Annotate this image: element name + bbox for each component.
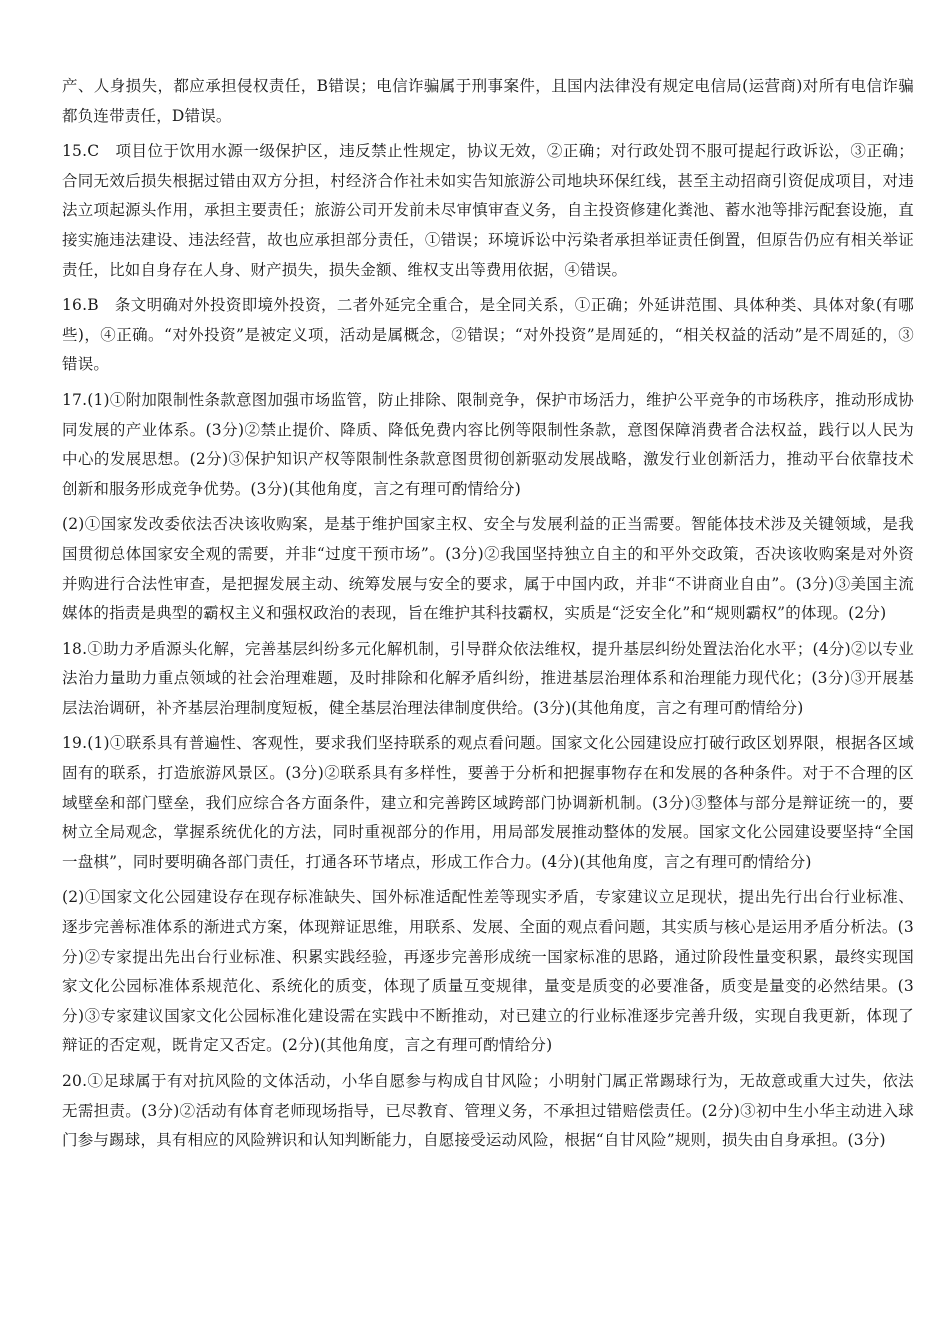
answer-20: 20.①足球属于有对抗风险的文体活动，小华自愿参与构成自甘风险；小明射门属正常踢球行为，无故意或重大过失，依法无需担责。(3分)②活动有体育老师现场指导，已尽教育、管理义务，不承担过错赔偿责任。(2分)③初中生小华主动进入球门参与踢球，具有相应的风险辨识和认知判断能力，自愿接受运动风险，根据“自甘风险”规则，损失由自身承担。(3分) <box>62 1072 914 1150</box>
answer-16: 16.B 条文明确对外投资即境外投资，二者外延完全重合，是全同关系，①正确；外延讲范围、具体种类、具体对象(有哪些)，④正确。“对外投资”是被定义项，活动是属概念，②错误；“对外投资”是周延的，“相关权益的活动”是不周延的，③错误。 <box>62 296 914 374</box>
continued-answer-14: 产、人身损失，都应承担侵权责任，B错误；电信诈骗属于刑事案件，且国内法律没有规定电信局(运营商)对所有电信诈骗都负连带责任，D错误。 <box>62 77 914 125</box>
answer-19-part-1: 19.(1)①联系具有普遍性、客观性，要求我们坚持联系的观点看问题。国家文化公园建设应打破行政区划界限，根据各区域固有的联系，打造旅游风景区。(3分)②联系具有多样性，要善于分析和把握事物存在和发展的各种条件。对于不合理的区域壁垒和部门壁垒，我们应综合各方面条件，建立和完善跨区域跨部门协调新机制。(3分)③整体与部分是辩证统一的，要树立全局观念，掌握系统优化的方法，同时重视部分的作用，用局部发展推动整体的发展。国家文化公园建设要坚持“全国一盘棋”，同时要明确各部门责任，打通各环节堵点，形成工作合力。(4分)(其他角度，言之有理可酌情给分) <box>62 734 914 871</box>
answer-18: 18.①助力矛盾源头化解，完善基层纠纷多元化解机制，引导群众依法维权，提升基层纠纷处置法治化水平；(4分)②以专业法治力量助力重点领域的社会治理难题，及时排除和化解矛盾纠纷，推进基层治理体系和治理能力现代化；(3分)③开展基层法治调研，补齐基层治理制度短板，健全基层治理法律制度供给。(3分)(其他角度，言之有理可酌情给分) <box>62 639 914 717</box>
answer-17-part-2: (2)①国家发改委依法否决该收购案，是基于维护国家主权、安全与发展利益的正当需要。智能体技术涉及关键领域，是我国贯彻总体国家安全观的需要，并非“过度干预市场”。(3分)②我国坚持独立自主的和平外交政策，否决该收购案是对外资并购进行合法性审查，是把握发展主动、统筹发展与安全的要求，属于中国内政，并非“不讲商业自由”。(3分)③美国主流媒体的指责是典型的霸权主义和强权政治的表现，旨在维护其科技霸权，实质是“泛安全化”和“规则霸权”的体现。(2分) <box>62 515 914 623</box>
answer-19-part-2: (2)①国家文化公园建设存在现存标准缺失、国外标准适配性差等现实矛盾，专家建议立足现状，提出先行出台行业标准、逐步完善标准体系的渐进式方案，体现辩证思维，用联系、发展、全面的观点看问题，其实质与核心是运用矛盾分析法。(3分)②专家提出先出台行业标准、积累实践经验，再逐步完善形成统一国家标准的思路，通过阶段性量变积累，最终实现国家文化公园标准体系规范化、系统化的质变，体现了质量互变规律，量变是质变的必要准备，质变是量变的必然结果。(3分)③专家建议国家文化公园标准化建设需在实践中不断推动，对已建立的行业标准逐步完善升级，实现自我更新，体现了辩证的否定观，既肯定又否定。(2分)(其他角度，言之有理可酌情给分) <box>62 888 914 1055</box>
answer-17-part-1: 17.(1)①附加限制性条款意图加强市场监管，防止排除、限制竞争，保护市场活力，维护公平竞争的市场秩序，推动形成协同发展的产业体系。(3分)②禁止提价、降质、降低免费内容比例等限制性条款，意图保障消费者合法权益，践行以人民为中心的发展思想。(2分)③保护知识产权等限制性条款意图贯彻创新驱动发展战略，激发行业创新活力，推动平台依靠技术创新和服务形成竞争优势。(3分)(其他角度，言之有理可酌情给分) <box>62 390 914 498</box>
answer-page <box>62 72 914 1156</box>
answer-15: 15.C 项目位于饮用水源一级保护区，违反禁止性规定，协议无效，②正确；对行政处罚不服可提起行政诉讼，③正确；合同无效后损失根据过错由双方分担，村经济合作社未如实告知旅游公司地块环保红线，甚至主动招商引资促成项目，对违法立项起源头作用，承担主要责任；旅游公司开发前未尽审慎审查义务，自主投资修建化粪池、蓄水池等排污配套设施，直接实施违法建设、违法经营，故也应承担部分责任，①错误；环境诉讼中污染者承担举证责任倒置，但原告仍应有相关举证责任，比如自身存在人身、财产损失，损失金额、维权支出等费用依据，④错误。 <box>62 142 914 279</box>
